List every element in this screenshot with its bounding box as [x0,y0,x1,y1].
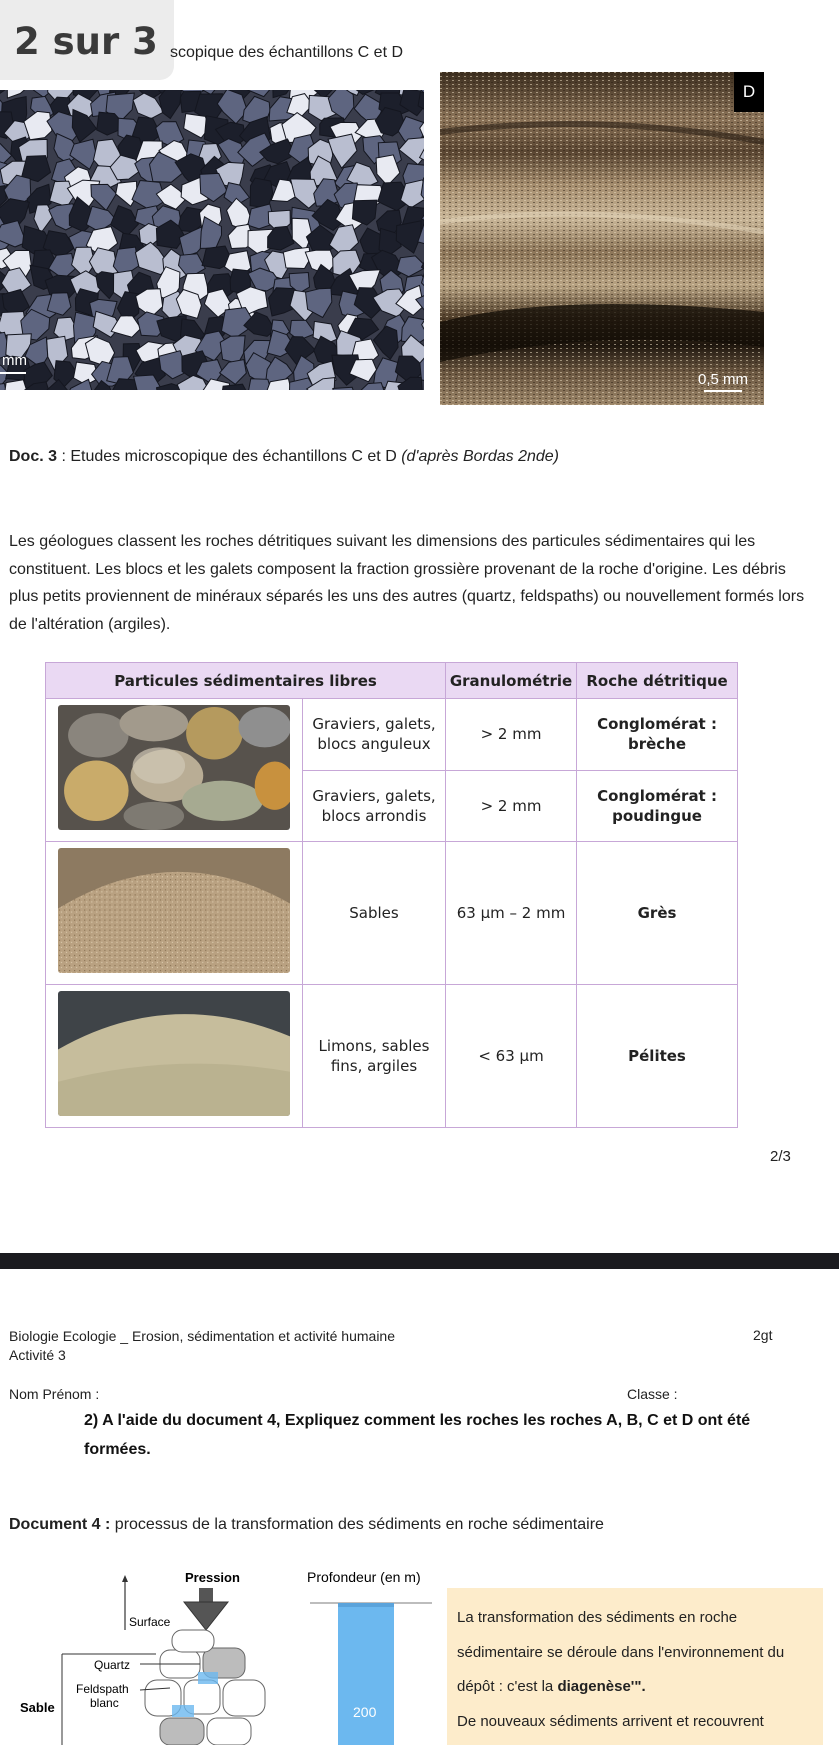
size-cell: < 63 µm [446,985,577,1128]
crystal-grain [111,206,139,236]
rock-cell: Grès [577,842,738,985]
depth-title: Profondeur (en m) [307,1569,421,1585]
crystal-grain [333,387,357,390]
sand-photo [58,848,290,973]
text-box-line [457,1670,813,1705]
course-title: Biologie Ecologie _ Erosion, sédimentation et activité humaine [9,1328,396,1344]
diagenese-term: diagenèse'". [557,1678,646,1695]
nom-prenom-label: Nom Prénom : [9,1386,100,1402]
crystal-grain [24,111,52,139]
crystal-grain [159,90,181,119]
top-caption: scopique des échantillons C et D [170,44,404,61]
question-2: 2) A l'aide du document 4, Expliquez comment les roches les roches A, B, C et D ont été formées. [84,1412,751,1458]
crystal-grain [7,90,32,98]
page-indicator: 2 sur 3 [0,0,174,80]
micrograph-d [440,72,764,405]
particles-cell: Graviers, galets, blocs arrondis [303,770,446,842]
header-rock: Roche détritique [577,663,738,699]
depth-column-top [338,1603,394,1607]
classe-label: Classe : [627,1386,678,1402]
depth-column [338,1603,394,1745]
sediment-grains [145,1630,265,1745]
doc3-caption [9,448,559,466]
crystal-grain [220,336,245,364]
table-row [46,985,738,1128]
doc4-text: processus de la transformation des sédiments en roche sédimentaire [110,1516,604,1533]
crystal-grain [50,181,74,207]
crystal-grain [398,377,423,390]
crystal-grain [396,221,421,253]
micrograph-c-scale-label: mm [2,352,27,369]
micrograph-d-scale-label: 0,5 mm [698,371,749,388]
doc4-title [9,1516,604,1534]
doc3-text: : Etudes microscopique des échantillons C et D [57,448,402,465]
micrograph-c-scale-bar [0,372,26,374]
sable-label: Sable [20,1700,55,1715]
header-granulometry: Granulométrie [446,663,577,699]
rock-cell: Pélites [577,985,738,1128]
crystal-grain [220,360,247,385]
crystal-grain [91,184,117,210]
diagenesis-text-box [447,1588,823,1745]
micrograph-d-texture [440,72,764,405]
sand-photo-cell [46,842,303,985]
particles-cell: Graviers, galets, blocs anguleux [303,699,446,771]
crystal-grain [399,137,424,164]
crystal-grain [116,181,137,206]
rock-cell: Conglomérat : poudingue [577,770,738,842]
micrograph-c [0,90,424,390]
size-cell: > 2 mm [446,770,577,842]
micrograph-c-texture [0,90,424,390]
table-row [46,699,738,771]
doc4-label: Document 4 : [9,1516,111,1533]
micrograph-d-scale-bar [704,390,742,392]
feldspath-label: Feldspath [76,1682,129,1696]
silt-photo-cell [46,985,303,1128]
axis-arrow-icon [122,1575,128,1582]
crystal-grain [87,206,117,231]
surface-label: Surface [129,1615,171,1629]
feldspath-label-2: blanc [90,1696,119,1710]
micrograph-d-letter: D [734,72,764,112]
pression-label: Pression [185,1570,240,1585]
activity-label: Activité 3 [9,1347,66,1363]
doc3-label: Doc. 3 [9,448,58,465]
pebbles-photo-cell [46,699,303,842]
crystal-grain [250,178,273,208]
granulometry-table [45,662,738,1128]
quartz-label: Quartz [94,1658,131,1672]
class-level: 2gt [753,1327,773,1343]
header-particles: Particules sédimentaires libres [46,663,446,699]
page-number: 2/3 [770,1148,791,1165]
page2-header [9,1327,395,1365]
crystal-grain [283,247,310,268]
crystal-grain [356,383,387,390]
rock-cell: Conglomérat : brèche [577,699,738,771]
pebbles-photo [58,705,290,830]
text-box-line3-prefix: dépôt : c'est la [457,1678,558,1695]
text-box-line: La transformation des sédiments en roche [457,1609,738,1626]
intro-paragraph: Les géologues classent les roches détritiques suivant les dimensions des particules sédimentaires qui les constituent. Les blocs et les galets composent la fraction grossière provenant de la roche d'origine. Les débris plus petits proviennent de minéraux séparés les uns des autres (quartz, feldspaths) ou nouvellement formés lors de l'altération (argiles). [9,533,805,633]
particles-cell: Sables [303,842,446,985]
depth-value: 200 [353,1704,377,1720]
diagenesis-diagram [0,1560,440,1745]
pressure-arrow-icon [184,1602,228,1630]
crystal-grain [421,243,424,276]
crystal-grain [328,134,357,168]
particles-cell: Limons, sables fins, argiles [303,985,446,1128]
doc3-source: (d'après Bordas 2nde) [401,448,559,465]
text-box-line: De nouveaux sédiments arrivent et recouvrent [457,1712,764,1730]
crystal-grain [85,337,114,367]
page-separator [0,1253,839,1269]
table-header-row [46,663,738,699]
silt-photo [58,991,290,1116]
text-box-line: sédimentaire se déroule dans l'environnement du [457,1643,785,1661]
size-cell: > 2 mm [446,699,577,771]
table-row [46,842,738,985]
pressure-arrow-shaft [199,1588,213,1602]
size-cell: 63 µm – 2 mm [446,842,577,985]
crystal-grain [47,293,71,316]
